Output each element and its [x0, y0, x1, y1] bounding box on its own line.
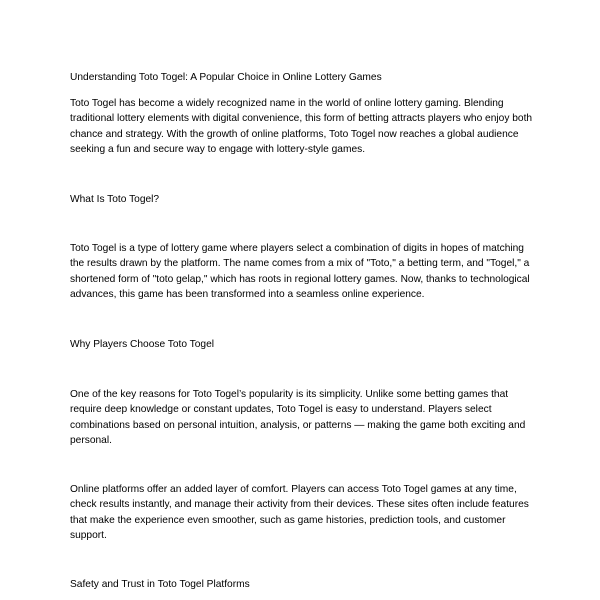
document-title: Understanding Toto Togel: A Popular Choice in Online Lottery Games [70, 72, 382, 83]
section-heading-safety-trust: Safety and Trust in Toto Togel Platforms [70, 579, 250, 590]
section-heading-why-players: Why Players Choose Toto Togel [70, 339, 215, 350]
section-what-is-paragraph: Toto Togel is a type of lottery game where players select a combination of digits in hopes of matching the results drawn by the platform. The name comes from a mix of "Toto," a betting term, and "Togel," a shortened form of "toto gelap," which has roots in regional lottery games. Now, thanks to technological advances, this game has been transformed into a seamless online experience. [70, 243, 530, 300]
section-why-players-paragraph-1: One of the key reasons for Toto Togel’s popularity is its simplicity. Unlike some betting games that require deep knowledge or constant updates, Toto Togel is easy to understand. Players select combinations based on personal intuition, analysis, or patterns — making the game both exciting and personal. [70, 389, 526, 446]
intro-paragraph: Toto Togel has become a widely recognized name in the world of online lottery gaming. Blending traditional lottery elements with digital convenience, this form of betting attracts players who enjoy both chance and strategy. With the growth of online platforms, Toto Togel now reaches a global audience seeking a fun and secure way to engage with lottery-style games. [70, 98, 533, 155]
section-why-players-paragraph-2: Online platforms offer an added layer of comfort. Players can access Toto Togel games at any time, check results instantly, and manage their activity from their devices. These sites often include features that make the experience even smoother, such as game histories, prediction tools, and customer support. [70, 484, 529, 541]
section-heading-what-is: What Is Toto Togel? [70, 194, 160, 205]
